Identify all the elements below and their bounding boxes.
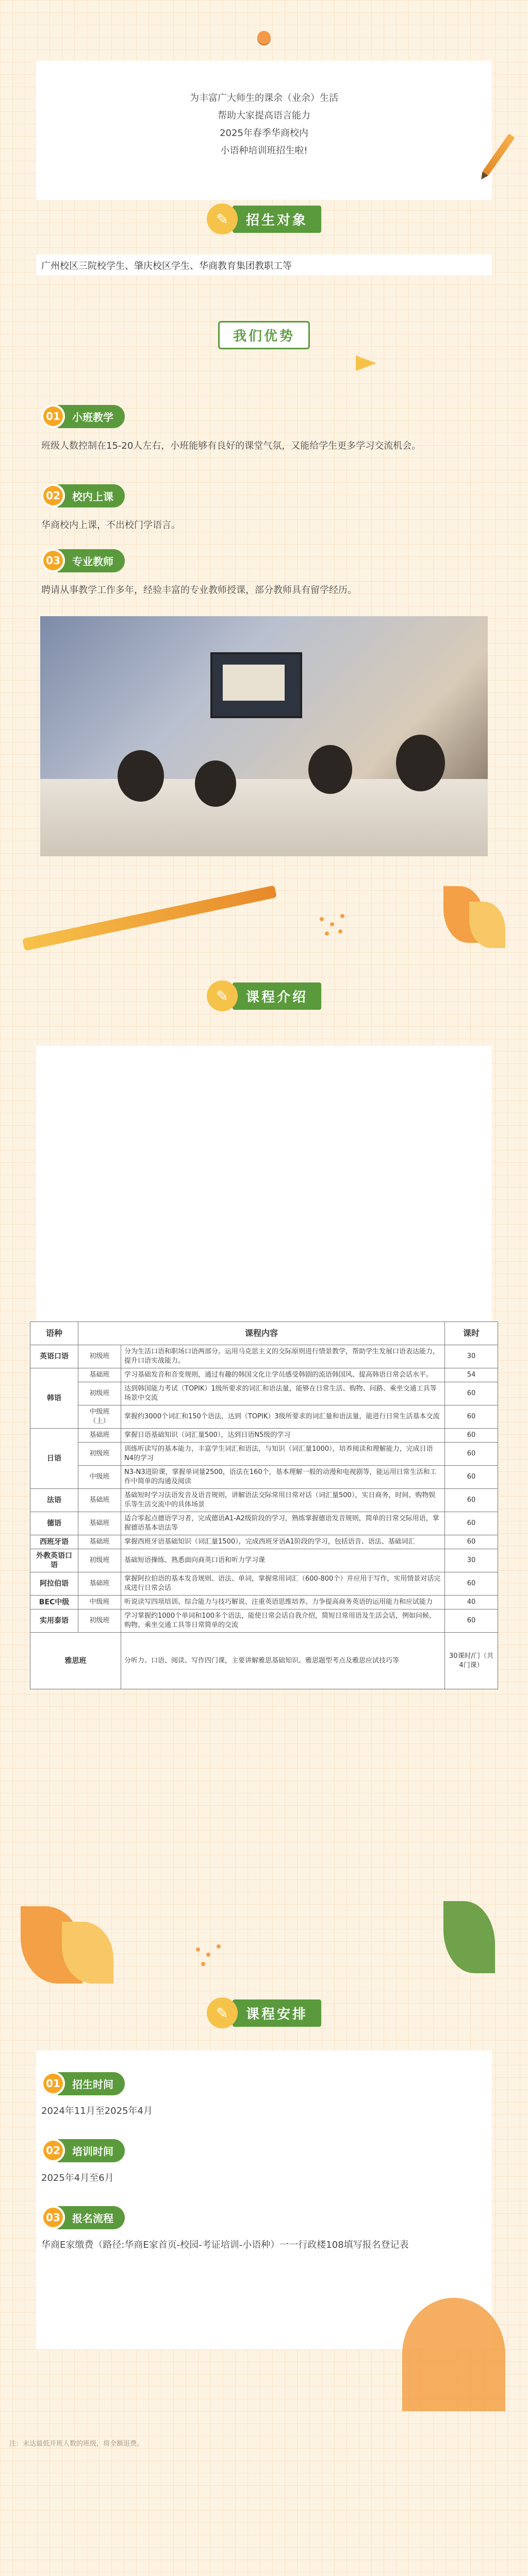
intro-line: 为丰富广大师生的课余（业余）生活 [190, 93, 338, 104]
table-row: 初级班 训练听读写的基本能力，丰富学生词汇和语法，与知识（词汇量1000），培养阅读和理解能力，完成日语N4的学习 60 [30, 1443, 498, 1466]
schedule-title: ✎ 课程安排 [187, 1999, 341, 2027]
table-row: 法语 基础班 基础短时学习法语发音及语音规则，讲解语法交际常用日常对话（词汇量500），实日商务，时间、购物娱乐等生活交流中的具体场景 60 [30, 1489, 498, 1512]
advantage-heading-3: 03 专业教师 [41, 548, 125, 573]
advantage-text-1: 班级人数控制在15-20人左右，小班能够有良好的课堂气氛，又能给学生更多学习交流机会。 [41, 440, 421, 451]
decoration-strip [0, 876, 528, 958]
table-row: 雅思班 分听力、口语、阅读、写作四门课，主要讲解雅思基础知识、雅思题型考点及雅思应试技巧等 30课时/门（共4门课） [30, 1633, 498, 1689]
pin-icon [257, 31, 271, 44]
table-row: BEC中级 中级班 听说读写四项培训、综合能力与技巧解说、注重英语思维培养、力争提高商务英语的运用能力和应试能力 40 [30, 1596, 498, 1609]
course-table [30, 1321, 498, 1689]
table-row: 实用泰语 初级班 学习掌握约1000个单词和100多个语法，能使日常会话自我介绍，简短日常用语及生活会话，例如问候、购物、乘坐交通工具等日常简单的交流 60 [30, 1609, 498, 1633]
advantages-title: 我们优势 [192, 319, 336, 350]
intro-line: 小语种培训班招生啦! [220, 145, 308, 156]
bulb-icon: ✎ [207, 1997, 238, 2028]
decoration-strip [0, 1886, 528, 1989]
table-row: 外教英语口语 初级班 基础短语操练、熟悉面向商英口语和听力学习课 30 [30, 1549, 498, 1572]
intro-card [36, 61, 492, 200]
schedule-text-1: 2024年11月至2025年4月 [41, 2106, 153, 2116]
table-row: 韩语 基础班 学习基础发音和音变规则，通过有趣的韩国文化让学员感受韩剧的流语韩国风、提高韩语日常会话水平。 54 [30, 1368, 498, 1382]
table-header-row [30, 1322, 498, 1345]
enrollment-box [36, 255, 492, 275]
courses-title: ✎ 课程介绍 [187, 982, 341, 1010]
header-language: 语种 [30, 1322, 78, 1345]
header-content: 课程内容 [78, 1322, 445, 1345]
table-row: 日语 基础班 掌握日语基础知识（词汇量500），达到日语N5级的学习 60 [30, 1429, 498, 1443]
table-row: 西班牙语 基础班 掌握西班牙语基础知识（词汇量1500），完成西班牙语A1阶段的学习，包括语音、语法、基础词汇 60 [30, 1535, 498, 1549]
advantage-text-3: 聘请从事教学工作多年，经验丰富的专业教师授课，部分教师具有留学经历。 [41, 585, 357, 596]
table-row: 德语 基础班 适合零起点德语学习者，完成德语A1-A2级阶段的学习，熟练掌握德语发音规则，简单的日常交际用语，掌握德语基本语法等 60 [30, 1512, 498, 1535]
bulb-icon: ✎ [207, 980, 238, 1011]
table-row: 初级班 达到韩国能力考试（TOPIK）1级所要求的词汇和语法量，能够在日常生活、购物、问路、乘坐交通工具等场景中交流 60 [30, 1382, 498, 1405]
table-row: 中级班（上） 掌握约3000个词汇和150个语法，达到（TOPIK）3级所要求的词汇量和语法量，能进行日常生活基本交流 60 [30, 1405, 498, 1429]
projector-screen [210, 652, 302, 718]
enrollment-title: ✎ 招生对象 [187, 205, 341, 233]
classroom-photo [40, 616, 488, 856]
schedule-heading-2: 02 培训时间 [41, 2138, 125, 2163]
advantage-heading-2: 02 校内上课 [41, 483, 125, 508]
advantage-text-2: 华商校内上课，不出校门学语言。 [41, 520, 180, 531]
intro-line: 帮助大家提高语言能力 [218, 110, 310, 121]
schedule-note: 注：未达最低开班人数的班级，将全额退费。 [9, 2440, 144, 2448]
enrollment-text: 广州校区三院校学生、肇庆校区学生、华商教育集团教职工等 [41, 261, 292, 272]
table-row: 英语口语 初级班 分为生活口语和职场口语两部分。运用马克思主义的交际原则进行情景教学，帮助学生发展口语表达能力，提升口语实战能力。 30 [30, 1345, 498, 1368]
schedule-heading-3: 03 报名流程 [41, 2205, 125, 2230]
table-row: 阿拉伯语 基础班 掌握阿拉伯语的基本发音规则、语法、单词，掌握常用词汇（600-800个）并应用于写作，实用情景对话完成进行日常会话 60 [30, 1572, 498, 1596]
intro-text [36, 61, 492, 160]
paper-plane-icon [356, 355, 376, 371]
leaf-decoration [402, 2298, 505, 2411]
intro-line: 2025年春季华商校内 [220, 128, 308, 139]
schedule-heading-1: 01 招生时间 [41, 2071, 125, 2096]
advantage-heading-1: 01 小班教学 [41, 404, 125, 429]
table-row: 中级班 N3-N3进阶课，掌握单词量2500，语法在160个，基本理解一般的动漫和电视剧等，能运用日常生活和工作中简单的沟通及阅读 60 [30, 1466, 498, 1489]
schedule-text-2: 2025年4月至6月 [41, 2173, 114, 2183]
schedule-text-3: 华商E家缴费（路径:华商E家首页-校园-考证培训-小语种）一一行政楼108填写报名登记表 [41, 2240, 409, 2250]
header-hours: 课时 [445, 1322, 498, 1345]
bulb-icon: ✎ [207, 204, 238, 234]
